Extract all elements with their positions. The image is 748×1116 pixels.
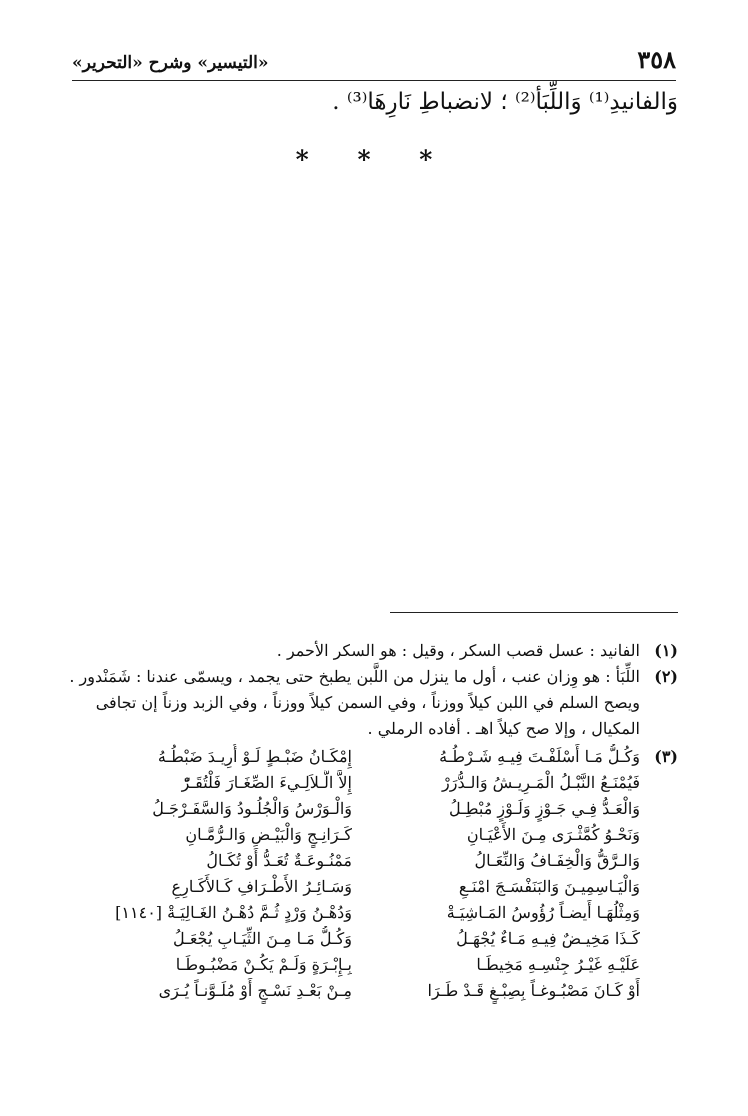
verse-first-hemistich: عَلَيْـهِ غَيْـرُ جِنْسِـهِ مَخِيطَـا bbox=[476, 955, 640, 974]
footnote-number: (٢) bbox=[654, 667, 678, 686]
poem-verse bbox=[68, 848, 640, 874]
verse-second-hemistich: مِـنْ بَعْـدِ نَسْـجٍ أَوْ مُلَـوَّنـاً يُـرَى bbox=[158, 981, 352, 1000]
poem-verses bbox=[68, 744, 640, 1004]
footnote-3-poem bbox=[68, 744, 678, 1004]
footnote-number: (١) bbox=[654, 641, 678, 660]
verse-second-hemistich: مَمْنُـوعَـةٌ تُعَـدُّ أَوْ تُكَـالُ bbox=[206, 851, 352, 870]
verse-first-hemistich: فَيُمْنَـعُ النَّبْـلُ الْمَـرِيـشُ وَالـدُّرَرْ bbox=[441, 773, 640, 792]
page-header bbox=[72, 44, 676, 81]
poem-verse bbox=[68, 978, 640, 1004]
footnote-divider bbox=[390, 612, 678, 613]
poem-verse bbox=[68, 874, 640, 900]
footnote-text: الفانيد : عسل قصب السكر ، وقيل : هو السكر الأحمر . bbox=[276, 641, 640, 660]
verse-second-hemistich: إِمْكَـانُ ضَبْـطٍ لَـوْ أُرِيـدَ ضَبْطُـهُ bbox=[157, 747, 352, 766]
verse-second-hemistich: وَسَـائِـرُ الأَطْـرَافِ كَـالأَكَـارِعِ bbox=[171, 877, 352, 896]
poem-verse bbox=[68, 900, 640, 926]
running-title: «التيسير» وشرح «التحرير» bbox=[72, 53, 269, 73]
poem-verse bbox=[68, 822, 640, 848]
poem-verse bbox=[68, 796, 640, 822]
verse-second-hemistich: بِـإِبْـرَةٍ وَلَـمْ يَكُـنْ مَضْبُـوطَـا bbox=[175, 955, 352, 974]
poem-verse bbox=[68, 926, 640, 952]
verse-first-hemistich: كَـذَا مَخِيـضٌ فِيـهِ مَـاءٌ يُجْهَـلُ bbox=[456, 929, 640, 948]
verse-first-hemistich: وَالْيَـاسِمِيـنَ وَالبَنَفْسَـجَ امْنَـعِ bbox=[458, 877, 640, 896]
footnote-2 bbox=[68, 664, 678, 742]
verse-second-hemistich: وَكُـلُّ مَـا مِـنَ الثِّيَـابِ يُجْعَـلُ bbox=[173, 929, 352, 948]
footnotes-section bbox=[68, 638, 678, 1004]
poem-verse bbox=[68, 952, 640, 978]
verse-second-hemistich: وَالْـوَرْسُ وَالْجُلُـودُ وَالسَّفَـرْجَـلُ bbox=[152, 799, 352, 818]
verse-first-hemistich: وَمِثْلُهَـا أَيضـاً رُؤُوسُ المَـاشِيَـةْ bbox=[446, 903, 640, 922]
poem-verse bbox=[68, 744, 640, 770]
verse-second-hemistich: وَدُهْـنُ وَرْدٍ ثُـمَّ دُهْـنُ الغَـالِيَـةْ [١١٤٠] bbox=[115, 903, 352, 922]
verse-first-hemistich: وَالْعَـدُّ فِـي جَـوْزٍ وَلَـوْزٍ مُبْطِـلُ bbox=[448, 799, 640, 818]
footnote-text: اللِّبَأ : هو وِزان عنب ، أول ما ينزل من اللَّبن يطبخ حتى يجمد ، ويسمّى عندنا : شَمَنْدور . ويصح السلم في اللبن كيلاً ووزناً ، وفي السمن كيلاً ووزناً ، وفي الزبد وزناً إن تجافى المكيال ، وإلا صح كيلاً اهـ . أفاده الرملي . bbox=[69, 667, 640, 738]
section-separator: * * * bbox=[295, 145, 453, 174]
poem-verse bbox=[68, 770, 640, 796]
verse-second-hemistich: كَـرَانِـجٍ وَالْبَيْـضِ وَالـرُّمَّـانِ bbox=[185, 825, 352, 844]
footnote-number: (٣) bbox=[654, 747, 678, 766]
main-text-line: وَالفانيدِ⁽¹⁾ وَاللِّبَأ⁽²⁾ ؛ لانضباطِ نَارِهَا⁽³⁾ . bbox=[332, 89, 678, 115]
verse-first-hemistich: أَوْ كَـانَ مَصْبُـوغـاً بِصِبْـغٍ قَـدْ طَـرَا bbox=[427, 981, 640, 1000]
footnote-1 bbox=[68, 638, 678, 664]
verse-first-hemistich: وَنَحْـوُ كُمَّثْـرَى مِـنَ الأَعْيَـانِ bbox=[466, 825, 640, 844]
verse-first-hemistich: وَكُـلُّ مَـا أَسْلَفْـتَ فِيـهِ شَـرْطُـهُ bbox=[439, 747, 640, 766]
page-number: ٣٥٨ bbox=[637, 45, 676, 74]
verse-second-hemistich: إِلاَّ الَّـلاَلِـيءَ الصِّغَـارَ فَلْتُقَـرّْ bbox=[181, 773, 352, 792]
verse-first-hemistich: وَالـرَّقُّ وَالْخِفَـافُ وَالنِّعَـالُ bbox=[474, 851, 640, 870]
